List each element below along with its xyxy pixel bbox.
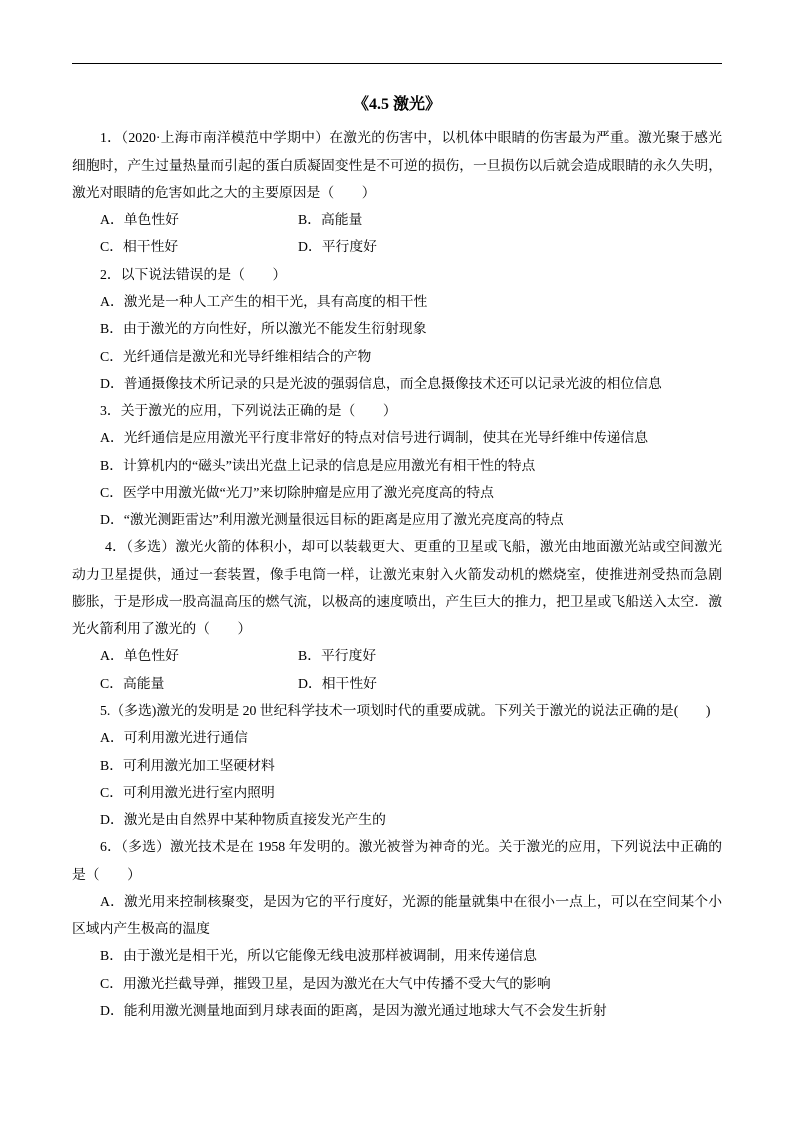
page-title: 《4.5 激光》	[352, 96, 441, 113]
question-1-option-d: D．平行度好	[298, 239, 377, 255]
question-5-stem: 5.（多选)激光的发明是 20 世纪科学技术一项划时代的重要成就。下列关于激光的说法正确的是( )	[100, 702, 711, 718]
question-4-option-a: A．单色性好	[100, 648, 179, 664]
question-3-option-c: C．医学中用激光做“光刀”来切除肿瘤是应用了激光亮度高的特点	[100, 484, 494, 500]
header-rule	[72, 63, 722, 64]
question-1-option-a: A．单色性好	[100, 212, 179, 228]
question-4-option-c: C．高能量	[100, 675, 165, 691]
question-4-options-row-2	[72, 670, 722, 697]
question-6-option-a-line-1: A．激光用来控制核聚变，是因为它的平行度好，光源的能量就集中在很小一点上，可以在空间某个小	[100, 893, 722, 909]
question-3-stem: 3．关于激光的应用，下列说法正确的是（ ）	[100, 403, 397, 419]
question-3-option-d: D．“激光测距雷达”利用激光测量很远目标的距离是应用了激光亮度高的特点	[100, 512, 564, 528]
question-1-option-c: C．相干性好	[100, 239, 179, 255]
question-5-option-b: B．可利用激光加工坚硬材料	[100, 757, 275, 773]
question-list	[72, 124, 722, 1024]
question-4-options-row-1	[72, 642, 722, 669]
question-2-option-a: A．激光是一种人工产生的相干光，具有高度的相干性	[100, 293, 428, 309]
question-1-options-row-2	[72, 233, 722, 260]
question-6-stem-line-2: 是（ ）	[72, 866, 141, 882]
question-4-option-d: D．相干性好	[298, 675, 377, 691]
question-4-stem-line-2: 动力卫星提供，通过一套装置，像手电筒一样，让激光束射入火箭发动机的燃烧室，使推进剂受热而急剧	[72, 566, 722, 582]
question-1-option-b: B．高能量	[298, 212, 363, 228]
question-5-option-a: A．可利用激光进行通信	[100, 730, 248, 746]
question-1-stem-line-1: 1．（2020·上海市南洋模范中学期中）在激光的伤害中，以机体中眼睛的伤害最为严重。激光聚于感光	[100, 130, 722, 146]
question-4-stem-line-1: 4．（多选）激光火箭的体积小，却可以装载更大、更重的卫星或飞船，激光由地面激光站或空间激光	[105, 539, 722, 555]
question-6-option-c: C．用激光拦截导弹，摧毁卫星，是因为激光在大气中传播不受大气的影响	[100, 975, 551, 991]
question-2-option-b: B．由于激光的方向性好，所以激光不能发生衍射现象	[100, 321, 427, 337]
question-6-option-b: B．由于激光是相干光，所以它能像无线电波那样被调制，用来传递信息	[100, 948, 537, 964]
question-3-option-a: A．光纤通信是应用激光平行度非常好的特点对信号进行调制，使其在光导纤维中传递信息	[100, 430, 649, 446]
question-1-stem-line-2: 细胞时，产生过量热量而引起的蛋白质凝固变性是不可逆的损伤，一旦损伤以后就会造成眼睛的永久失明，	[72, 157, 722, 173]
question-4-stem-line-4: 光火箭利用了激光的（ ）	[72, 621, 252, 637]
question-5-option-c: C．可利用激光进行室内照明	[100, 784, 275, 800]
question-6-option-d: D．能利用激光测量地面到月球表面的距离，是因为激光通过地球大气不会发生折射	[100, 1002, 607, 1018]
question-4-option-b: B．平行度好	[298, 648, 377, 664]
question-2-option-c: C．光纤通信是激光和光导纤维相结合的产物	[100, 348, 372, 364]
question-6-stem-line-1: 6．（多选）激光技术是在 1958 年发明的。激光被誉为神奇的光。关于激光的应用，下列说法中正确的	[100, 839, 722, 855]
question-2-option-d: D．普通摄像技术所记录的只是光波的强弱信息，而全息摄像技术还可以记录光波的相位信息	[100, 375, 662, 391]
question-2-stem: 2．以下说法错误的是（ ）	[100, 266, 287, 282]
question-3-option-b: B．计算机内的“磁头”读出光盘上记录的信息是应用激光有相干性的特点	[100, 457, 536, 473]
question-1-stem-line-3: 激光对眼睛的危害如此之大的主要原因是（ ）	[72, 184, 376, 200]
question-6-option-a-line-2: 区域内产生极高的温度	[72, 921, 210, 937]
question-4-stem-line-3: 膨胀，于是形成一股高温高压的燃气流，以极高的速度喷出，产生巨大的推力，把卫星或飞船送入太空．激	[72, 593, 722, 609]
question-1-options-row-1	[72, 206, 722, 233]
question-5-option-d: D．激光是由自然界中某种物质直接发光产生的	[100, 812, 386, 828]
